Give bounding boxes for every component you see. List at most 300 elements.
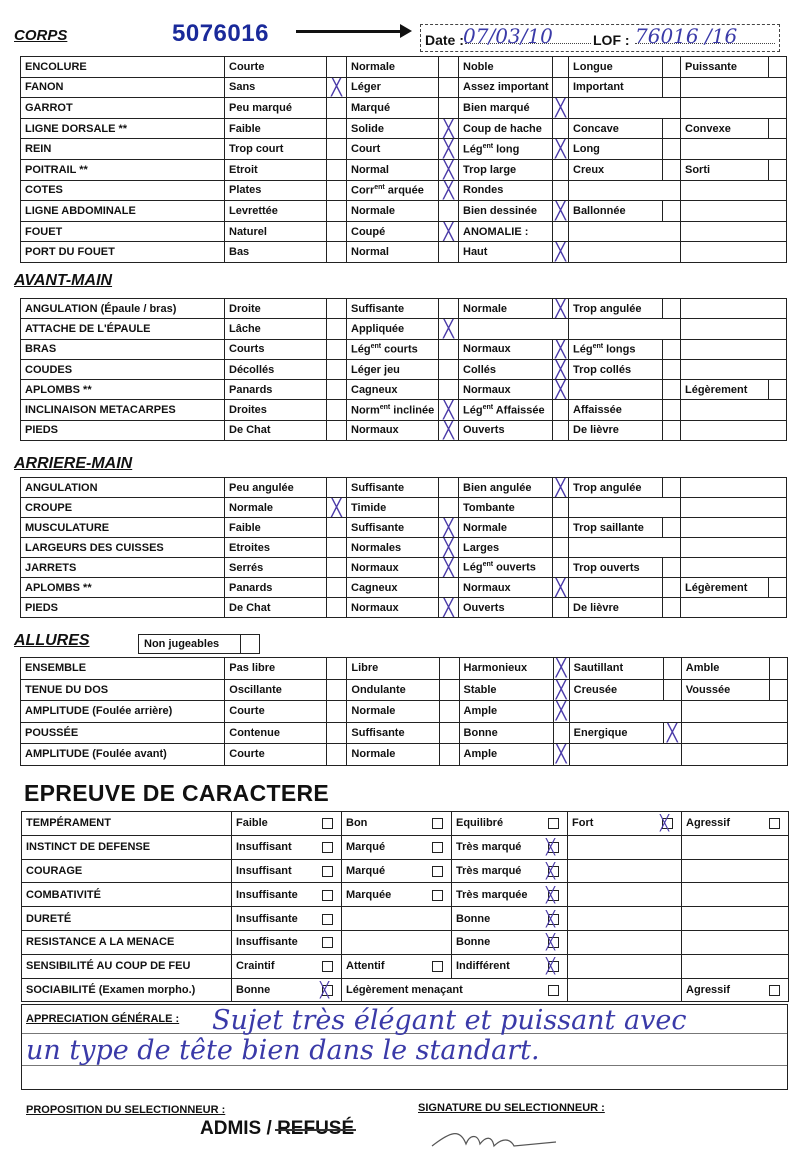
option-label: Légèrement xyxy=(681,380,769,400)
option-cell xyxy=(342,978,568,1002)
non-jugeables-box[interactable] xyxy=(240,635,259,653)
row-label: PORT DU FOUET xyxy=(21,242,225,263)
option-label: Légèrement menaçant xyxy=(346,983,463,996)
option-checkbox[interactable] xyxy=(327,339,347,359)
option-checkbox[interactable] xyxy=(322,866,333,877)
table-row xyxy=(22,907,789,931)
option-label: Normale xyxy=(459,299,553,319)
table-row xyxy=(21,701,788,723)
option-checkbox[interactable] xyxy=(327,400,347,420)
option-checkbox[interactable] xyxy=(548,914,559,925)
option-label: Norm$^{ent}$ inclinée xyxy=(347,400,439,420)
option-label: ANOMALIE : xyxy=(459,221,553,242)
option-checkbox[interactable] xyxy=(769,118,787,139)
option-checkbox[interactable] xyxy=(439,578,459,598)
option-label: Concave xyxy=(569,118,663,139)
option-checkbox[interactable] xyxy=(322,890,333,901)
row-label: DURETÉ xyxy=(22,907,232,931)
option-checkbox[interactable] xyxy=(439,242,459,263)
row-label: ATTACHE DE L'ÉPAULE xyxy=(21,319,225,339)
option-checkbox[interactable] xyxy=(439,498,459,518)
option-label: Noble xyxy=(459,57,553,78)
option-checkbox[interactable] xyxy=(553,299,569,319)
table-row xyxy=(21,400,787,420)
option-label: Trop large xyxy=(459,159,553,180)
option-checkbox[interactable] xyxy=(439,744,459,766)
table-row xyxy=(22,812,789,836)
option-checkbox[interactable] xyxy=(553,420,569,440)
option-checkbox[interactable] xyxy=(327,359,347,379)
non-jugeables-label: Non jugeables xyxy=(144,638,220,650)
option-checkbox[interactable] xyxy=(327,518,347,538)
option-checkbox[interactable] xyxy=(663,201,681,222)
option-checkbox[interactable] xyxy=(553,339,569,359)
option-checkbox[interactable] xyxy=(769,679,787,701)
option-checkbox[interactable] xyxy=(548,818,559,829)
option-checkbox[interactable] xyxy=(439,701,459,723)
option-checkbox[interactable] xyxy=(327,299,347,319)
empty-cell xyxy=(569,498,681,518)
option-checkbox[interactable] xyxy=(553,98,569,119)
option-label: Convexe xyxy=(681,118,769,139)
option-checkbox[interactable] xyxy=(548,937,559,948)
option-label: Ouverts xyxy=(459,598,553,618)
option-checkbox[interactable] xyxy=(553,478,569,498)
row-label: LIGNE ABDOMINALE xyxy=(21,201,225,222)
option-checkbox[interactable] xyxy=(432,961,443,972)
table-row xyxy=(21,201,787,222)
option-cell xyxy=(682,907,789,931)
option-label: Pas libre xyxy=(225,658,327,680)
row-label: JARRETS xyxy=(21,558,225,578)
option-cell xyxy=(342,812,452,836)
option-label: Normaux xyxy=(347,558,439,578)
option-checkbox[interactable] xyxy=(553,242,569,263)
option-checkbox[interactable] xyxy=(663,598,681,618)
option-label: Peu angulée xyxy=(225,478,327,498)
option-checkbox[interactable] xyxy=(553,180,569,201)
table-row xyxy=(22,835,789,859)
option-checkbox[interactable] xyxy=(553,201,569,222)
option-checkbox[interactable] xyxy=(327,498,347,518)
option-label: Serrés xyxy=(225,558,327,578)
option-checkbox[interactable] xyxy=(439,299,459,319)
option-checkbox[interactable] xyxy=(327,722,347,744)
option-checkbox[interactable] xyxy=(432,890,443,901)
option-cell xyxy=(342,954,452,978)
option-checkbox[interactable] xyxy=(553,77,569,98)
option-cell xyxy=(452,835,568,859)
option-checkbox[interactable] xyxy=(553,359,569,379)
option-checkbox[interactable] xyxy=(548,890,559,901)
option-label: Faible xyxy=(236,817,268,830)
option-checkbox[interactable] xyxy=(322,818,333,829)
empty-cell xyxy=(569,701,681,723)
option-label: Sans xyxy=(225,77,327,98)
option-cell xyxy=(568,978,682,1002)
date-label: Date : xyxy=(425,32,464,48)
option-checkbox[interactable] xyxy=(663,139,681,160)
empty-cell xyxy=(569,538,681,558)
option-label: Bien marqué xyxy=(459,98,553,119)
option-checkbox[interactable] xyxy=(439,159,459,180)
option-label: Insuffisante xyxy=(236,888,298,901)
option-checkbox[interactable] xyxy=(322,937,333,948)
option-label: Bonne xyxy=(236,983,271,996)
option-label: Panards xyxy=(225,578,327,598)
option-checkbox[interactable] xyxy=(663,722,681,744)
signature-scribble xyxy=(430,1124,560,1154)
option-label: Normale xyxy=(347,57,439,78)
empty-cell xyxy=(681,319,787,339)
row-label: COTES xyxy=(21,180,225,201)
option-checkbox[interactable] xyxy=(327,139,347,160)
option-label: Décollés xyxy=(225,359,327,379)
option-checkbox[interactable] xyxy=(439,57,459,78)
option-label: Insuffisant xyxy=(236,864,292,877)
option-label: Suffisante xyxy=(347,299,439,319)
option-label: Affaissée xyxy=(569,400,663,420)
option-label: Bonne xyxy=(459,722,553,744)
option-checkbox[interactable] xyxy=(663,380,681,400)
option-label: Marquée xyxy=(346,888,392,901)
empty-cell xyxy=(681,701,787,723)
option-cell xyxy=(682,859,789,883)
option-checkbox[interactable] xyxy=(439,538,459,558)
option-label: Normaux xyxy=(459,578,553,598)
proposition-label: PROPOSITION DU SELECTIONNEUR : xyxy=(26,1104,226,1116)
option-label: Lég$^{ent}$ ouverts xyxy=(459,558,553,578)
option-checkbox[interactable] xyxy=(439,658,459,680)
option-label: Normaux xyxy=(347,420,439,440)
option-checkbox[interactable] xyxy=(553,400,569,420)
dossier-number: 5076016 xyxy=(172,20,269,47)
option-label: Courte xyxy=(225,744,327,766)
table-row xyxy=(21,57,787,78)
option-checkbox[interactable] xyxy=(327,598,347,618)
option-label xyxy=(569,380,663,400)
option-checkbox[interactable] xyxy=(327,538,347,558)
option-checkbox[interactable] xyxy=(769,159,787,180)
option-label: De lièvre xyxy=(569,420,663,440)
row-label: MUSCULATURE xyxy=(21,518,225,538)
option-label: Libre xyxy=(347,658,439,680)
option-label: Trop court xyxy=(225,139,327,160)
option-label: Courts xyxy=(225,339,327,359)
empty-cell xyxy=(681,400,787,420)
option-label: Indifférent xyxy=(456,960,510,973)
option-label: Sorti xyxy=(681,159,769,180)
option-checkbox[interactable] xyxy=(553,380,569,400)
empty-cell xyxy=(569,242,681,263)
option-checkbox[interactable] xyxy=(439,221,459,242)
admis-label: ADMIS / xyxy=(200,1118,272,1139)
option-label: Haut xyxy=(459,242,553,263)
option-checkbox[interactable] xyxy=(439,420,459,440)
option-label: Normaux xyxy=(459,380,553,400)
option-label: Lég$^{ent}$ courts xyxy=(347,339,439,359)
option-cell xyxy=(232,812,342,836)
option-cell xyxy=(342,907,452,931)
row-label: AMPLITUDE (Foulée avant) xyxy=(21,744,225,766)
option-label: De lièvre xyxy=(569,598,663,618)
option-checkbox[interactable] xyxy=(432,818,443,829)
option-checkbox[interactable] xyxy=(769,380,787,400)
option-label: Rondes xyxy=(459,180,553,201)
option-checkbox[interactable] xyxy=(327,319,347,339)
option-checkbox[interactable] xyxy=(439,722,459,744)
option-label: Normales xyxy=(347,538,439,558)
option-label: Assez important xyxy=(459,77,553,98)
option-checkbox[interactable] xyxy=(322,985,333,996)
row-label: COURAGE xyxy=(22,859,232,883)
option-checkbox[interactable] xyxy=(663,159,681,180)
option-checkbox[interactable] xyxy=(553,722,569,744)
option-label: Trop angulée xyxy=(569,299,663,319)
option-checkbox[interactable] xyxy=(327,118,347,139)
table-row xyxy=(21,380,787,400)
option-label: Bonne xyxy=(456,912,491,925)
option-checkbox[interactable] xyxy=(439,201,459,222)
option-checkbox[interactable] xyxy=(769,818,780,829)
option-checkbox[interactable] xyxy=(663,299,681,319)
option-checkbox[interactable] xyxy=(663,57,681,78)
option-checkbox[interactable] xyxy=(432,866,443,877)
option-label: Corr$^{ent}$ arquée xyxy=(347,180,439,201)
option-label: Craintif xyxy=(236,960,275,973)
table-row xyxy=(21,77,787,98)
table-row xyxy=(21,159,787,180)
option-checkbox[interactable] xyxy=(439,679,459,701)
option-checkbox[interactable] xyxy=(553,118,569,139)
date-value[interactable]: 07/03/10 xyxy=(463,24,553,48)
table-row xyxy=(21,359,787,379)
option-checkbox[interactable] xyxy=(439,518,459,538)
row-label: ANGULATION xyxy=(21,478,225,498)
option-label: Energique xyxy=(569,722,663,744)
empty-cell xyxy=(681,722,787,744)
option-checkbox[interactable] xyxy=(439,598,459,618)
row-label: POITRAIL ** xyxy=(21,159,225,180)
empty-cell xyxy=(681,478,787,498)
option-checkbox[interactable] xyxy=(663,339,681,359)
option-checkbox[interactable] xyxy=(327,420,347,440)
option-label: Marqué xyxy=(347,98,439,119)
option-checkbox[interactable] xyxy=(553,744,569,766)
option-checkbox[interactable] xyxy=(548,985,559,996)
option-label: Bien angulée xyxy=(459,478,553,498)
option-label: Bas xyxy=(225,242,327,263)
avant-main-title: AVANT-MAIN xyxy=(14,272,113,289)
option-checkbox[interactable] xyxy=(327,242,347,263)
option-checkbox[interactable] xyxy=(439,400,459,420)
table-row xyxy=(21,118,787,139)
option-checkbox[interactable] xyxy=(327,98,347,119)
appreciation-line-1: Sujet très élégant et puissant avec xyxy=(212,1005,687,1036)
option-checkbox[interactable] xyxy=(663,118,681,139)
option-label: Cagneux xyxy=(347,578,439,598)
row-label: LIGNE DORSALE ** xyxy=(21,118,225,139)
option-checkbox[interactable] xyxy=(553,578,569,598)
option-checkbox[interactable] xyxy=(663,77,681,98)
non-jugeables-checkbox[interactable] xyxy=(138,634,260,654)
option-checkbox[interactable] xyxy=(769,57,787,78)
option-checkbox[interactable] xyxy=(327,57,347,78)
table-row xyxy=(22,978,789,1002)
option-checkbox[interactable] xyxy=(327,744,347,766)
empty-cell xyxy=(681,498,787,518)
option-checkbox[interactable] xyxy=(432,842,443,853)
option-label: Levrettée xyxy=(225,201,327,222)
option-checkbox[interactable] xyxy=(322,961,333,972)
option-checkbox[interactable] xyxy=(769,578,787,598)
option-checkbox[interactable] xyxy=(327,380,347,400)
option-label: Insuffisante xyxy=(236,936,298,949)
option-checkbox[interactable] xyxy=(327,180,347,201)
option-cell xyxy=(568,907,682,931)
option-cell xyxy=(452,859,568,883)
option-checkbox[interactable] xyxy=(439,558,459,578)
appreciation-box[interactable] xyxy=(21,1004,788,1090)
option-cell xyxy=(232,978,342,1002)
row-label: PIEDS xyxy=(21,420,225,440)
empty-cell xyxy=(681,744,787,766)
option-label: Agressif xyxy=(686,983,731,996)
option-label: Marqué xyxy=(346,864,386,877)
option-checkbox[interactable] xyxy=(327,478,347,498)
option-checkbox[interactable] xyxy=(439,98,459,119)
option-checkbox[interactable] xyxy=(553,221,569,242)
option-label: Légèrement xyxy=(681,578,769,598)
option-checkbox[interactable] xyxy=(439,139,459,160)
row-label: BRAS xyxy=(21,339,225,359)
option-checkbox[interactable] xyxy=(327,558,347,578)
table-row xyxy=(21,538,787,558)
option-checkbox[interactable] xyxy=(439,380,459,400)
option-checkbox[interactable] xyxy=(322,842,333,853)
option-checkbox[interactable] xyxy=(663,578,681,598)
row-label: FOUET xyxy=(21,221,225,242)
option-label: Ouverts xyxy=(459,420,553,440)
option-checkbox[interactable] xyxy=(327,679,347,701)
date-lof-box xyxy=(420,24,780,52)
option-cell xyxy=(232,930,342,954)
option-checkbox[interactable] xyxy=(553,679,569,701)
option-cell xyxy=(452,954,568,978)
option-checkbox[interactable] xyxy=(553,518,569,538)
option-label: Faible xyxy=(225,118,327,139)
row-label: ENCOLURE xyxy=(21,57,225,78)
option-label: Trop angulée xyxy=(569,478,663,498)
option-checkbox[interactable] xyxy=(663,359,681,379)
option-checkbox[interactable] xyxy=(553,159,569,180)
option-checkbox[interactable] xyxy=(769,985,780,996)
option-cell xyxy=(568,930,682,954)
refuse-label: REFUSÉ xyxy=(277,1118,355,1139)
option-checkbox[interactable] xyxy=(327,701,347,723)
option-checkbox[interactable] xyxy=(548,961,559,972)
lof-value[interactable]: 76016 /16 xyxy=(635,24,738,48)
option-checkbox[interactable] xyxy=(553,57,569,78)
option-label: Lâche xyxy=(225,319,327,339)
option-checkbox[interactable] xyxy=(663,658,681,680)
option-checkbox[interactable] xyxy=(662,818,673,829)
row-label: COMBATIVITÉ xyxy=(22,883,232,907)
option-checkbox[interactable] xyxy=(548,842,559,853)
option-checkbox[interactable] xyxy=(553,498,569,518)
option-checkbox[interactable] xyxy=(322,914,333,925)
option-checkbox[interactable] xyxy=(327,221,347,242)
option-checkbox[interactable] xyxy=(553,538,569,558)
option-checkbox[interactable] xyxy=(327,159,347,180)
option-checkbox[interactable] xyxy=(663,478,681,498)
option-cell xyxy=(682,930,789,954)
option-checkbox[interactable] xyxy=(663,518,681,538)
option-checkbox[interactable] xyxy=(439,339,459,359)
option-label xyxy=(569,578,663,598)
option-checkbox[interactable] xyxy=(553,701,569,723)
option-checkbox[interactable] xyxy=(548,866,559,877)
option-checkbox[interactable] xyxy=(439,118,459,139)
empty-cell xyxy=(569,98,681,119)
option-label: De Chat xyxy=(225,598,327,618)
option-label: Courte xyxy=(225,57,327,78)
table-row xyxy=(21,98,787,119)
option-label: Bien dessinée xyxy=(459,201,553,222)
row-label: RESISTANCE A LA MENACE xyxy=(22,930,232,954)
option-checkbox[interactable] xyxy=(439,478,459,498)
option-checkbox[interactable] xyxy=(553,139,569,160)
option-checkbox[interactable] xyxy=(663,679,681,701)
option-checkbox[interactable] xyxy=(327,658,347,680)
row-label: GARROT xyxy=(21,98,225,119)
option-cell xyxy=(232,883,342,907)
option-checkbox[interactable] xyxy=(439,319,459,339)
option-label: Larges xyxy=(459,538,553,558)
option-cell xyxy=(342,835,452,859)
option-checkbox[interactable] xyxy=(769,658,787,680)
option-cell xyxy=(568,954,682,978)
option-cell xyxy=(682,883,789,907)
option-label: Appliquée xyxy=(347,319,439,339)
option-checkbox[interactable] xyxy=(663,558,681,578)
option-checkbox[interactable] xyxy=(663,400,681,420)
option-checkbox[interactable] xyxy=(439,180,459,201)
option-checkbox[interactable] xyxy=(327,578,347,598)
option-checkbox[interactable] xyxy=(663,420,681,440)
row-label: PIEDS xyxy=(21,598,225,618)
option-checkbox[interactable] xyxy=(439,77,459,98)
option-cell xyxy=(342,859,452,883)
option-checkbox[interactable] xyxy=(553,558,569,578)
option-cell xyxy=(452,812,568,836)
option-label: Léger jeu xyxy=(347,359,439,379)
option-checkbox[interactable] xyxy=(327,201,347,222)
empty-cell xyxy=(681,221,787,242)
option-checkbox[interactable] xyxy=(327,77,347,98)
option-checkbox[interactable] xyxy=(553,658,569,680)
row-label: FANON xyxy=(21,77,225,98)
table-row xyxy=(21,299,787,319)
empty-cell xyxy=(681,359,787,379)
option-checkbox[interactable] xyxy=(553,598,569,618)
row-label: TENUE DU DOS xyxy=(21,679,225,701)
corps-table xyxy=(20,56,787,263)
table-row xyxy=(21,221,787,242)
table-row xyxy=(21,744,788,766)
option-label: Puissante xyxy=(681,57,769,78)
option-checkbox[interactable] xyxy=(439,359,459,379)
